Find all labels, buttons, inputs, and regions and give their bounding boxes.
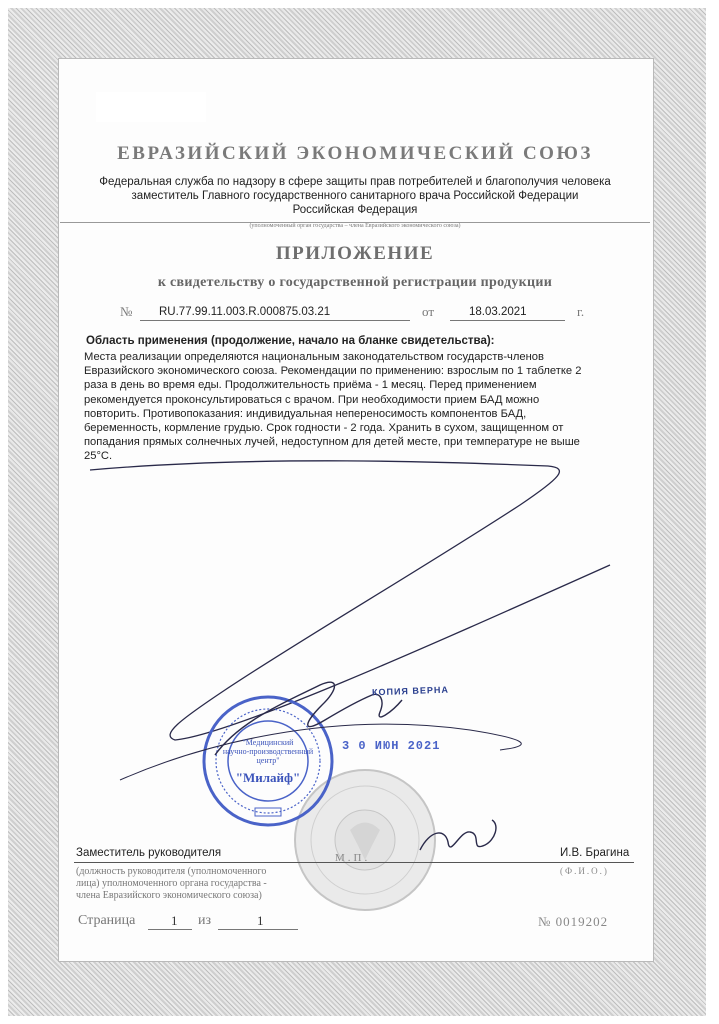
year-suffix: г. [577,304,585,319]
seal-place-label: М.П. [335,852,371,864]
scope-line: Места реализации определяются национальным законодательством государств-членов [84,351,544,363]
scope-line: раза в день во время еды. Продолжительность приёма - 1 месяц. Перед применением [84,379,537,392]
signature-scrawl-2 [120,724,521,780]
stamp-org-name: "Милайф" [235,770,301,785]
position-caption [76,866,331,902]
agency-line-2: заместитель Главного государственного санитарного врача Российской Федерации [131,190,579,202]
scope-line: 25°C. [84,450,113,463]
scope-line: рекомендуется проконсультироваться с врачом. При необходимости прием БАД можно [84,393,540,406]
stamp-org-line-2: научно-производственный [222,747,314,756]
stamp-org-text [220,738,316,765]
caption-line-3: члена Евразийского экономического союза) [76,890,262,901]
certificate-date: 18.03.2021 [469,306,527,318]
from-label: от [422,304,435,319]
signer-name: И.В. Брагина [560,847,630,859]
page-total-underline [218,929,298,930]
fio-caption: (Ф.И.О.) [560,866,609,876]
page-number-underline [148,929,192,930]
stamp-org-line-3: центр" [256,756,280,765]
scope-heading: Область применения (продолжение, начало на бланке свидетельства): [86,335,495,347]
certificate-number: RU.77.99.11.003.R.000875.03.21 [159,306,331,318]
authority-caption: (уполномоченный орган государства – члена Евразийского экономического союза) [60,222,650,229]
page-label: Страница [78,913,136,928]
signature-line [74,862,634,863]
copy-date-stamp: 3 0 ИЮН 2021 [342,739,441,753]
union-title: ЕВРАЗИЙСКИЙ ЭКОНОМИЧЕСКИЙ СОЮЗ [117,143,593,164]
annex-subtitle: к свидетельству о государственной регистрации продукции [157,275,553,290]
signer-position: Заместитель руководителя [76,847,222,859]
scope-line: Евразийского экономического союза. Рекомендации по применению: взрослым по 1 таблетке 2 [84,365,582,378]
copy-verified-stamp: КОПИЯ ВЕРНА [371,684,450,698]
annex-title: ПРИЛОЖЕНИЕ [275,243,435,264]
cancel-stroke [90,461,610,740]
agency-line-1: Федеральная служба по надзору в сфере защиты прав потребителей и благополучия человека [99,176,611,188]
page-number: 1 [171,913,178,928]
caption-line-2: лица) уполномоченного органа государства - [76,878,267,889]
page-of-label: из [198,913,212,928]
scope-line: попадания прямых солнечных лучей, недоступном для детей месте, при температуре не выше [84,436,580,449]
page-total: 1 [257,913,264,928]
scope-line: повторить. Противопоказания: индивидуальная непереносимость компонентов БАД, [84,407,527,420]
stamp-org-line-1: "Медицинский [242,738,294,747]
scope-line: беременность, кормление грудью. Срок годности - 2 года. Хранить в сухом, защищенном от [84,422,564,435]
form-serial-number: № 0019202 [538,914,609,929]
number-label: № [120,304,133,319]
caption-line-1: (должность руководителя (уполномоченного [76,866,267,877]
agency-line-3: Российская Федерация [292,204,418,216]
